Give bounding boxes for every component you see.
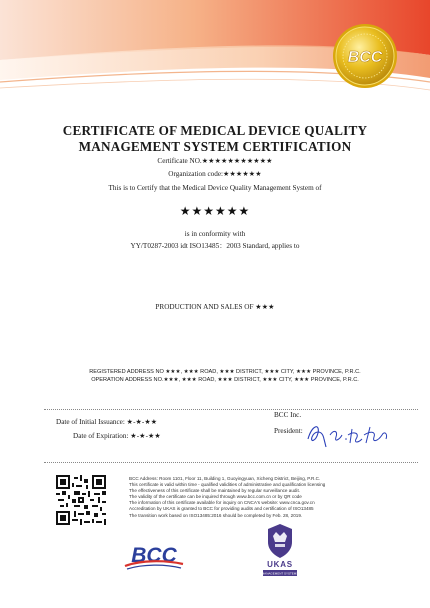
fine-print-line: The validity of the certificate can be inquired through www.bcc.com.cn or by QR code — [129, 494, 302, 500]
expiration-value: ★-★-★★ — [130, 432, 161, 440]
issuance-date — [56, 418, 157, 427]
fine-print-line: Accreditation by UKAS is granted to BCC for providing audits and certification of ISO13485 — [129, 506, 314, 512]
fine-print — [129, 476, 394, 519]
bcc-logo-icon — [121, 540, 187, 574]
registered-address: REGISTERED ADDRESS NO ★★★, ★★★ ROAD, ★★★ DISTRICT, ★★★ CITY, ★★★ PROVINCE, P.R.C. — [89, 369, 361, 375]
president-signature — [300, 417, 410, 451]
issuer-name: BCC Inc. — [274, 411, 302, 419]
fine-print-line: The transition work based on ISO13485:2016 should be completed by Feb. 28, 2019. — [129, 512, 303, 518]
ukas-text: UKAS — [267, 560, 293, 569]
fine-print-line: This certificate is valid within time - qualified validities of administrative and qualification licensing — [129, 482, 326, 488]
standard-statement: YY/T0287-2003 idt ISO13485：2003 Standard, applies to — [130, 242, 300, 250]
ukas-accreditation-icon — [261, 520, 299, 584]
certify-statement: This is to Certify that the Medical Device Quality Management System of — [108, 184, 322, 192]
fine-print-line: The information of this certificate available for inquiry on CNCA's website: www.cnca.gov.cn — [129, 500, 315, 506]
expiration-date — [73, 432, 161, 441]
qr-code-icon[interactable] — [56, 475, 106, 525]
organization-code: Organization code:★★★★★★ — [168, 170, 262, 178]
conformity-statement: is in conformity with — [184, 230, 246, 238]
divider — [44, 409, 418, 410]
fine-print-line: The effectiveness of this certificate shall be maintained by regular surveillance audit. — [129, 488, 300, 494]
divider — [44, 462, 418, 463]
certificate-title — [0, 123, 430, 155]
title-line-2: MANAGEMENT SYSTEM CERTIFICATION — [78, 139, 352, 154]
certification-scope: PRODUCTION AND SALES OF ★★★ — [155, 303, 275, 311]
issuance-value: ★-★-★★ — [126, 418, 158, 426]
title-line-1: CERTIFICATE OF MEDICAL DEVICE QUALITY — [62, 123, 368, 138]
seal-text: BCC — [347, 49, 383, 66]
expiration-label: Date of Expiration: — [73, 432, 129, 440]
issuance-label: Date of Initial Issuance: — [56, 418, 125, 426]
operation-address: OPERATION ADDRESS NO.★★★, ★★★ ROAD, ★★★ DISTRICT, ★★★ CITY, ★★★ PROVINCE, P.R.C. — [91, 377, 359, 383]
fine-print-line: BCC Address: Room 1101, Floor 11, Building 1, Guoyingyuan, Xicheng District, Beijing, P.R.C. — [129, 476, 321, 481]
president-label: President: — [274, 427, 303, 435]
bcc-logo-text: BCC — [131, 544, 177, 567]
gold-seal-icon — [331, 22, 399, 90]
certificate-number: Certificate NO.★★★★★★★★★★★ — [157, 157, 273, 165]
organization-name: ★★★★★★ — [179, 204, 251, 218]
ukas-subtitle: MANAGEMENT SYSTEMS — [261, 571, 299, 576]
